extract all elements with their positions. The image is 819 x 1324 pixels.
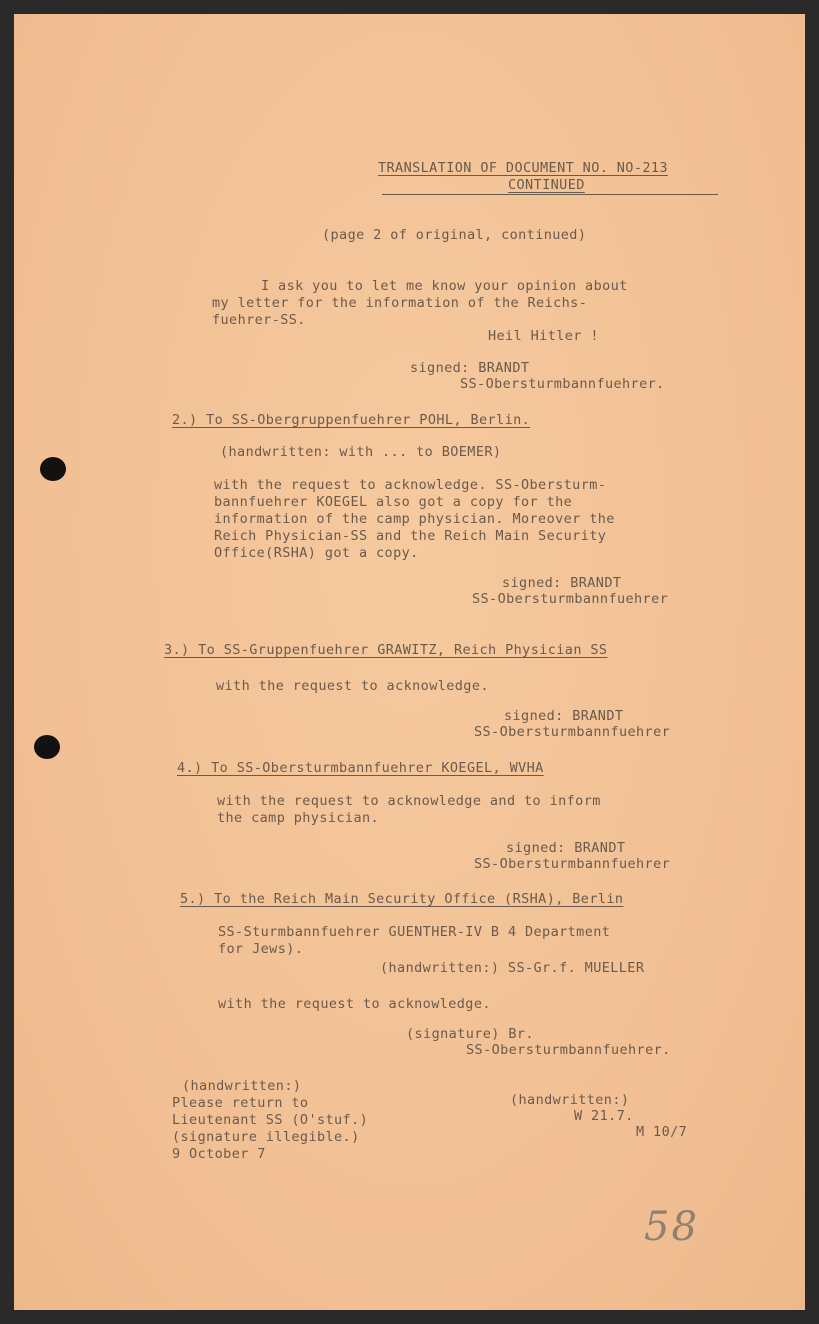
item-heading: 3.) To SS-Gruppenfuehrer GRAWITZ, Reich Physician SS <box>164 642 608 658</box>
header-rule <box>382 194 718 195</box>
signed-line: signed: BRANDT <box>410 360 530 376</box>
signed-line: signed: BRANDT <box>502 575 622 591</box>
item-line: for Jews). <box>218 941 304 957</box>
item-line: SS-Sturmbannfuehrer GUENTHER-IV B 4 Department <box>218 924 611 940</box>
footer-left-line: Lieutenant SS (O'stuf.) <box>172 1112 369 1128</box>
rank-line: SS-Obersturmbannfuehrer. <box>460 376 665 392</box>
page-note: (page 2 of original, continued) <box>322 227 587 243</box>
punch-hole-bottom <box>34 735 60 759</box>
item-line: the camp physician. <box>217 810 380 826</box>
signed-line: signed: BRANDT <box>506 840 626 856</box>
document-title: TRANSLATION OF DOCUMENT NO. NO-213 <box>378 160 668 176</box>
footer-right-line: M 10/7 <box>636 1124 688 1140</box>
item-line: with the request to acknowledge and to inform <box>217 793 601 809</box>
footer-right-line: (handwritten:) <box>510 1092 630 1108</box>
footer-right-line: W 21.7. <box>574 1108 634 1124</box>
item-line: information of the camp physician. Moreover the <box>214 511 615 527</box>
document-page <box>14 14 805 1310</box>
item-heading: 5.) To the Reich Main Security Office (RSHA), Berlin <box>180 891 624 907</box>
footer-left-line: 9 October 7 <box>172 1146 266 1162</box>
item-heading: 2.) To SS-Obergruppenfuehrer POHL, Berlin. <box>172 412 531 428</box>
rank-line: SS-Obersturmbannfuehrer. <box>466 1042 671 1058</box>
item-line: with the request to acknowledge. <box>218 996 491 1012</box>
signed-line: signed: BRANDT <box>504 708 624 724</box>
rank-line: SS-Obersturmbannfuehrer <box>474 856 671 872</box>
intro-line: I ask you to let me know your opinion about <box>261 278 628 294</box>
handwritten-note: (handwritten:) SS-Gr.f. MUELLER <box>380 960 645 976</box>
footer-left-line: (handwritten:) <box>182 1078 302 1094</box>
rank-line: SS-Obersturmbannfuehrer <box>472 591 669 607</box>
item-line: Office(RSHA) got a copy. <box>214 545 419 561</box>
handwritten-note: (handwritten: with ... to BOEMER) <box>220 444 502 460</box>
intro-line: my letter for the information of the Reichs- <box>212 295 588 311</box>
item-line: bannfuehrer KOEGEL also got a copy for the <box>214 494 573 510</box>
item-line: Reich Physician-SS and the Reich Main Security <box>214 528 607 544</box>
rank-line: SS-Obersturmbannfuehrer <box>474 724 671 740</box>
footer-left-line: Please return to <box>172 1095 309 1111</box>
signature-line: (signature) Br. <box>406 1026 534 1042</box>
item-line: with the request to acknowledge. SS-Obersturm- <box>214 477 607 493</box>
footer-left-line: (signature illegible.) <box>172 1129 360 1145</box>
item-line: with the request to acknowledge. <box>216 678 489 694</box>
closing: Heil Hitler ! <box>488 328 599 344</box>
item-heading: 4.) To SS-Obersturmbannfuehrer KOEGEL, WVHA <box>177 760 544 776</box>
punch-hole-top <box>40 457 66 481</box>
handwritten-page-number: 58 <box>644 1204 699 1250</box>
intro-line: fuehrer-SS. <box>212 312 306 328</box>
document-subtitle: CONTINUED <box>508 177 585 193</box>
